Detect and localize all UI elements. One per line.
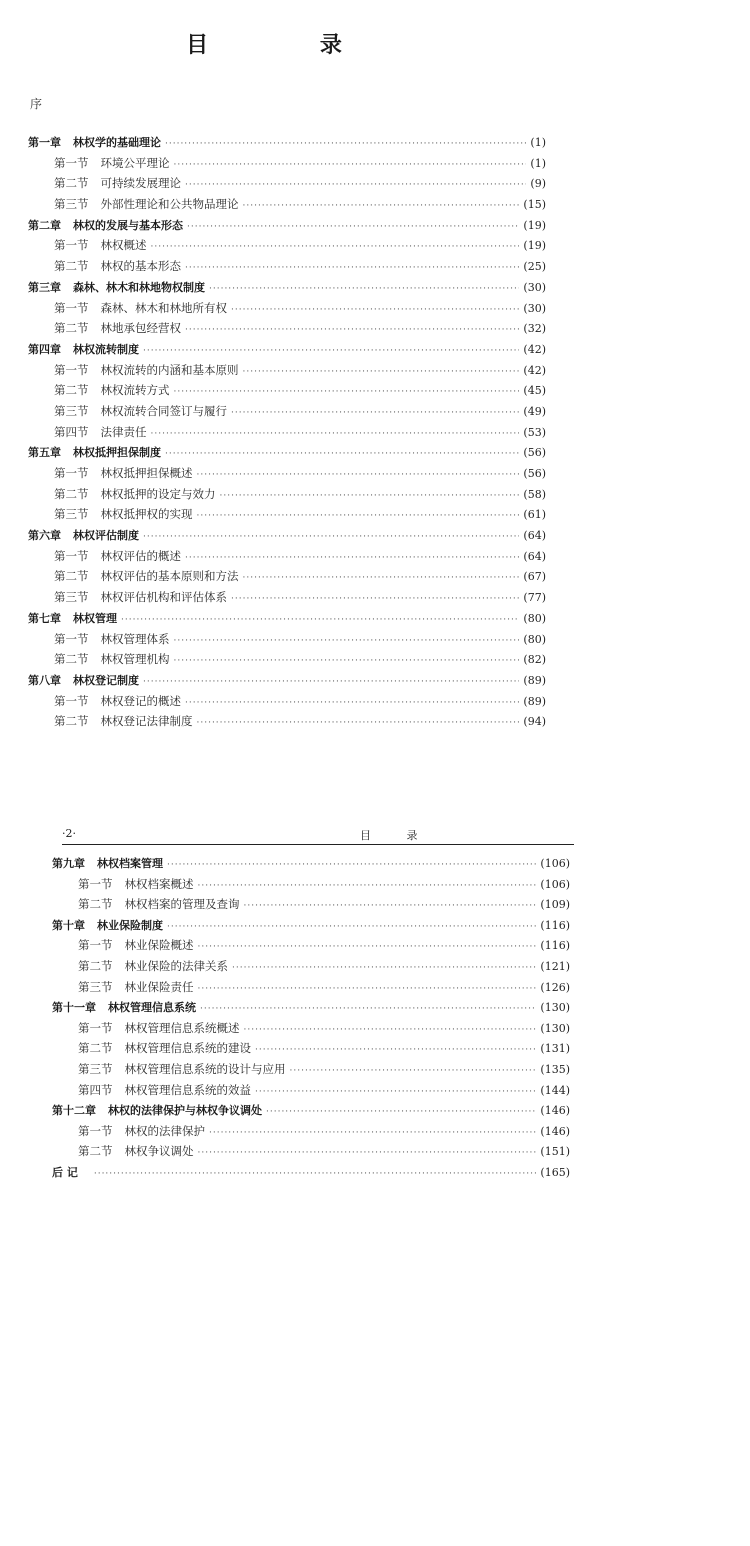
dot-leader [121,615,519,625]
toc-entry-number: 第三节 [78,979,113,994]
toc-entry-title: 林业保险的法律关系 [124,958,228,973]
toc-title: 目 录 [186,33,394,58]
toc-chapter-entry[interactable] [28,341,546,362]
toc-entry-title: 林权的法律保护与林权争议调处 [108,1104,262,1118]
dot-leader [185,263,519,273]
toc-entry-number: 第二节 [54,714,89,729]
toc-entry-number: 第七章 [28,611,61,625]
toc-entry-page: (19) [523,218,546,232]
toc-entry-number: 第三节 [54,403,89,418]
toc-entry-title: 林权概述 [100,238,147,253]
toc-entry-page: (109) [540,898,570,912]
toc-entry-number: 后 记 [52,1165,78,1179]
toc-chapter-entry[interactable] [52,999,570,1020]
toc-entry-title: 林权评估机构和评估体系 [100,590,227,605]
toc-entry-label [28,341,139,357]
toc-chapter-entry[interactable] [52,855,570,876]
toc-entry-label [52,917,163,933]
toc-entry-number: 第二节 [54,259,89,274]
toc-entry-number: 第三节 [78,1061,113,1076]
toc-chapter-entry[interactable] [28,134,546,155]
toc-entry-number: 第二节 [78,958,113,973]
toc-entry-number: 第二节 [54,176,89,191]
toc-section-entry[interactable] [28,237,546,258]
toc-section-entry[interactable] [52,876,570,897]
toc-entry-page: (9) [530,177,546,191]
toc-section-entry[interactable] [52,958,570,979]
dot-leader [231,594,519,604]
toc-entry-number: 第二节 [54,652,89,667]
toc-entry-label [28,175,181,191]
toc-entry-title: 林权登记法律制度 [100,714,193,729]
toc-entry-label [28,155,170,171]
toc-entry-title: 林权抵押担保概述 [100,466,193,480]
toc-entry-page: (165) [540,1165,570,1179]
toc-entry-page: (94) [523,715,546,729]
toc-entry-title: 林权档案概述 [124,876,194,891]
toc-entry-page: (80) [523,632,546,646]
toc-entry-page: (106) [540,877,570,891]
toc-entry-title: 森林、林木和林地物权制度 [73,280,205,294]
toc-entry-page: (116) [540,939,570,953]
toc-entry-label [28,258,181,274]
toc-chapter-entry[interactable] [52,917,570,938]
toc-entry-number: 第一节 [54,300,89,315]
toc-section-entry[interactable] [28,403,546,424]
dot-leader [231,305,519,315]
toc-entry-number: 第二节 [78,1144,113,1159]
toc-entry-title: 森林、林木和林地所有权 [100,300,227,315]
toc-entry-page: (126) [540,980,570,994]
toc-entry-page: (82) [523,653,546,667]
toc-entry-title: 林权抵押的设定与效力 [100,486,216,501]
toc-entry-page: (146) [540,1124,570,1138]
toc-entry-title: 林业保险概述 [124,938,194,953]
toc-entry-title: 林权管理机构 [100,652,170,667]
toc-chapter-entry[interactable] [28,279,546,300]
toc-entry-title: 林权流转的内涵和基本原则 [100,362,239,377]
toc-entry-label [52,958,228,974]
toc-section-entry[interactable] [28,300,546,321]
toc-entry-number: 第二章 [28,218,61,232]
dot-leader [243,367,520,377]
dot-leader [255,1045,536,1055]
dot-leader [197,718,520,728]
toc-entry-label [28,403,227,419]
toc-entry-label [28,320,181,336]
toc-entry-label [52,896,240,912]
toc-entry-title: 林权评估的概述 [100,548,181,563]
toc-entry-page: (131) [540,1042,570,1056]
toc-section-entry[interactable] [28,175,546,196]
toc-entry-number: 第一章 [28,136,61,149]
toc-entry-label [52,1082,251,1098]
toc-entry-label [28,506,193,522]
toc-entry-label [52,937,194,953]
toc-section-entry[interactable] [28,506,546,527]
dot-leader [198,881,537,891]
toc-entry-page: (30) [523,301,546,315]
toc-entry-title: 林权管理信息系统 [108,1001,196,1015]
dot-leader [232,963,536,973]
toc-entry-label [28,651,170,667]
toc-entry-label [28,444,161,460]
toc-entry-number: 第二节 [78,897,113,912]
toc-section-entry[interactable] [28,196,546,217]
toc-entry-title: 林权管理信息系统概述 [124,1020,240,1035]
toc-entry-page: (135) [540,1062,570,1076]
toc-entry-label [52,1020,240,1036]
toc-entry-page: (121) [540,959,570,973]
toc-entry-number: 第二节 [54,383,89,398]
toc-entry-number: 第一节 [54,155,89,170]
toc-entry-number: 第一节 [78,876,113,891]
toc-entry-number: 第一节 [54,693,89,708]
toc-entry-title: 林权档案的管理及查询 [124,897,240,912]
toc-entry-number: 第一节 [78,1123,113,1138]
toc-entry-number: 第十章 [52,918,85,932]
toc-entry-page: (53) [523,425,546,439]
toc-entry-number: 第四节 [54,424,89,439]
dot-leader [174,656,520,666]
toc-entry-page: (58) [523,487,546,501]
toc-entry-label [28,424,147,440]
toc-section-entry[interactable] [28,486,546,507]
toc-entry-number: 第三章 [28,280,61,294]
dot-leader [167,860,536,870]
toc-entry-number: 第一节 [78,938,113,953]
toc-entry-label [28,589,227,605]
toc-entry-number: 第二节 [54,486,89,501]
toc-entry-label [28,382,170,398]
toc-entry-page: (25) [523,260,546,274]
toc-section-entry[interactable] [28,589,546,610]
toc-entry-title: 林权流转制度 [73,342,139,356]
toc-entry-title: 可持续发展理论 [100,176,181,191]
toc-entry-number: 第二节 [78,1041,113,1056]
toc-entry-title: 林权抵押担保制度 [73,446,161,460]
toc-entry-page: (106) [540,857,570,870]
toc-section-entry[interactable] [28,465,546,486]
dot-leader [185,325,519,335]
toc-section-entry[interactable] [28,320,546,341]
toc-entry-page: (15) [523,198,546,212]
dot-leader [198,942,537,952]
toc-entry-number: 第三节 [54,197,89,212]
toc-entry-label [52,876,194,892]
toc-entry-page: (49) [523,404,546,418]
dot-leader [231,408,519,418]
dot-leader [198,1148,537,1158]
toc-section-entry[interactable] [52,1020,570,1041]
dot-leader [198,984,537,994]
toc-entry-title: 林权管理体系 [100,631,170,646]
toc-entry-title: 林权登记的概述 [100,693,181,708]
toc-entry-label [52,1102,262,1118]
toc-entry-label [52,999,196,1015]
toc-entry-page: (64) [523,549,546,563]
toc-entry-number: 第五章 [28,446,61,460]
toc-entry-title: 环境公平理论 [100,155,170,170]
preface-label: 序 [30,97,43,111]
dot-leader [143,677,519,687]
dot-leader [143,532,519,542]
toc-entry-page: (89) [523,694,546,708]
dot-leader [165,139,526,149]
toc-entry-page: (77) [523,591,546,605]
toc-entry-label [28,300,227,316]
toc-entry-page: (64) [523,529,546,543]
toc-entry-label [28,196,239,212]
toc-section-entry[interactable] [52,937,570,958]
toc-entry-label [52,1143,194,1159]
toc-entry-number: 第四节 [78,1082,113,1097]
toc-entry-page: (1) [530,136,546,149]
toc-section-entry[interactable] [28,424,546,445]
toc-entry-label [28,548,181,564]
toc-entry-label [28,134,161,150]
dot-leader [151,242,520,252]
toc-section-entry[interactable] [28,713,546,734]
toc-section-entry[interactable] [28,258,546,279]
toc-entry-number: 第一节 [54,548,89,563]
toc-entry-page: (80) [523,611,546,625]
toc-entry-title: 林权管理信息系统的效益 [124,1082,251,1097]
toc-section-entry[interactable] [28,568,546,589]
toc-entry-number: 第八章 [28,673,61,687]
toc-entry-label [52,1040,251,1056]
toc-entry-title: 外部性理论和公共物品理论 [100,197,239,212]
toc-entry-page: (116) [540,918,570,932]
toc-chapter-entry[interactable] [28,217,546,238]
toc-entry-page: (42) [523,342,546,356]
toc-entry-title: 林权管理 [73,611,117,625]
toc-entry-label [28,217,183,233]
toc-entry-number: 第一节 [78,1020,113,1035]
dot-leader [209,1128,536,1138]
toc-list-page2 [52,855,570,1185]
toc-entry-page: (56) [523,446,546,460]
toc-entry-label [28,486,216,502]
toc-entry-label [52,1123,205,1139]
toc-entry-number: 第一节 [54,362,89,377]
toc-entry-number: 第一节 [54,238,89,253]
toc-entry-title: 林权争议调处 [124,1144,194,1159]
toc-entry-label [28,362,239,378]
toc-section-entry[interactable] [28,362,546,383]
toc-section-entry[interactable] [52,1061,570,1082]
toc-chapter-entry[interactable] [52,1164,570,1185]
dot-leader [94,1169,537,1179]
toc-entry-number: 第四章 [28,342,61,356]
toc-entry-page: (45) [523,384,546,398]
dot-leader [243,573,520,583]
toc-entry-label [28,568,239,584]
toc-entry-number: 第二节 [54,569,89,584]
toc-entry-page: (42) [523,363,546,377]
dot-leader [174,160,527,170]
toc-entry-number: 第九章 [52,857,85,870]
toc-entry-page: (30) [523,280,546,294]
toc-entry-label [28,279,205,295]
toc-entry-page: (19) [523,239,546,253]
toc-entry-title: 林权的基本形态 [100,259,181,274]
toc-section-entry[interactable] [28,382,546,403]
dot-leader [290,1066,537,1076]
toc-entry-label [28,713,193,729]
toc-section-entry[interactable] [52,1040,570,1061]
toc-entry-label [28,610,117,626]
toc-entry-label [28,237,147,253]
dot-leader [167,922,536,932]
toc-entry-title: 林权评估的基本原则和方法 [100,569,239,584]
toc-chapter-entry[interactable] [28,444,546,465]
toc-chapter-entry[interactable] [28,527,546,548]
toc-section-entry[interactable] [28,651,546,672]
dot-leader [266,1107,536,1117]
toc-entry-page: (67) [523,570,546,584]
toc-section-entry[interactable] [28,548,546,569]
dot-leader [151,429,520,439]
toc-entry-title: 法律责任 [100,424,147,439]
toc-entry-number: 第三节 [54,507,89,522]
toc-entry-label [52,1061,286,1077]
toc-list-page1 [28,134,546,734]
toc-section-entry[interactable] [52,1082,570,1103]
toc-entry-page: (89) [523,673,546,687]
toc-entry-title: 林权管理信息系统的设计与应用 [124,1061,286,1076]
toc-entry-title: 林权评估制度 [73,529,139,543]
dot-leader [200,1004,536,1014]
toc-entry-number: 第十二章 [52,1104,96,1118]
toc-entry-number: 第六章 [28,529,61,543]
page-number: ·2· [62,827,76,840]
toc-entry-number: 第三节 [54,590,89,605]
toc-section-entry[interactable] [28,155,546,176]
running-title: 目 录 [360,829,434,842]
toc-entry-page: (130) [540,1001,570,1015]
toc-entry-label [28,527,139,543]
dot-leader [243,201,520,211]
dot-leader [185,180,526,190]
toc-entry-page: (61) [523,508,546,522]
dot-leader [220,491,520,501]
toc-entry-title: 林权档案管理 [97,857,163,870]
toc-entry-title: 林业保险责任 [124,979,194,994]
toc-entry-title: 林权登记制度 [73,673,139,687]
toc-section-entry[interactable] [52,1123,570,1144]
toc-entry-number: 第一节 [54,631,89,646]
toc-entry-label [52,979,194,995]
toc-entry-title: 林权学的基础理论 [73,136,161,149]
toc-entry-label [52,1164,90,1180]
dot-leader [174,636,520,646]
toc-entry-title: 林业保险制度 [97,918,163,932]
dot-leader [185,553,519,563]
dot-leader [174,387,520,397]
toc-section-entry[interactable] [28,693,546,714]
toc-entry-title: 林权的法律保护 [124,1123,205,1138]
dot-leader [244,901,537,911]
toc-section-entry[interactable] [52,896,570,917]
toc-entry-page: (32) [523,322,546,336]
toc-section-entry[interactable] [52,979,570,1000]
toc-chapter-entry[interactable] [52,1102,570,1123]
toc-chapter-entry[interactable] [28,610,546,631]
toc-entry-number: 第二节 [54,321,89,336]
toc-entry-page: (1) [530,156,546,170]
toc-entry-page: (144) [540,1083,570,1097]
dot-leader [197,511,520,521]
dot-leader [197,470,520,480]
toc-entry-page: (146) [540,1104,570,1118]
page2-header [62,824,574,845]
toc-entry-label [28,693,181,709]
dot-leader [143,346,519,356]
toc-entry-title: 林权的发展与基本形态 [73,218,183,232]
toc-entry-title: 林权管理信息系统的建设 [124,1041,251,1056]
dot-leader [185,698,519,708]
dot-leader [165,449,519,459]
toc-entry-page: (130) [540,1021,570,1035]
toc-entry-page: (56) [523,467,546,480]
toc-entry-number: 第十一章 [52,1001,96,1015]
toc-chapter-entry[interactable] [28,672,546,693]
dot-leader [209,284,519,294]
dot-leader [187,222,519,232]
toc-entry-title: 林权抵押权的实现 [100,507,193,522]
toc-section-entry[interactable] [28,631,546,652]
toc-entry-title: 林权流转方式 [100,383,170,398]
toc-entry-title: 林权流转合同签订与履行 [100,403,227,418]
toc-entry-label [28,672,139,688]
toc-entry-label [52,855,163,871]
toc-entry-label [28,465,193,481]
dot-leader [255,1087,536,1097]
toc-entry-label [28,631,170,647]
dot-leader [244,1025,537,1035]
toc-section-entry[interactable] [52,1143,570,1164]
toc-entry-page: (151) [540,1145,570,1159]
toc-entry-number: 第一节 [54,466,89,480]
toc-entry-title: 林地承包经营权 [100,321,181,336]
